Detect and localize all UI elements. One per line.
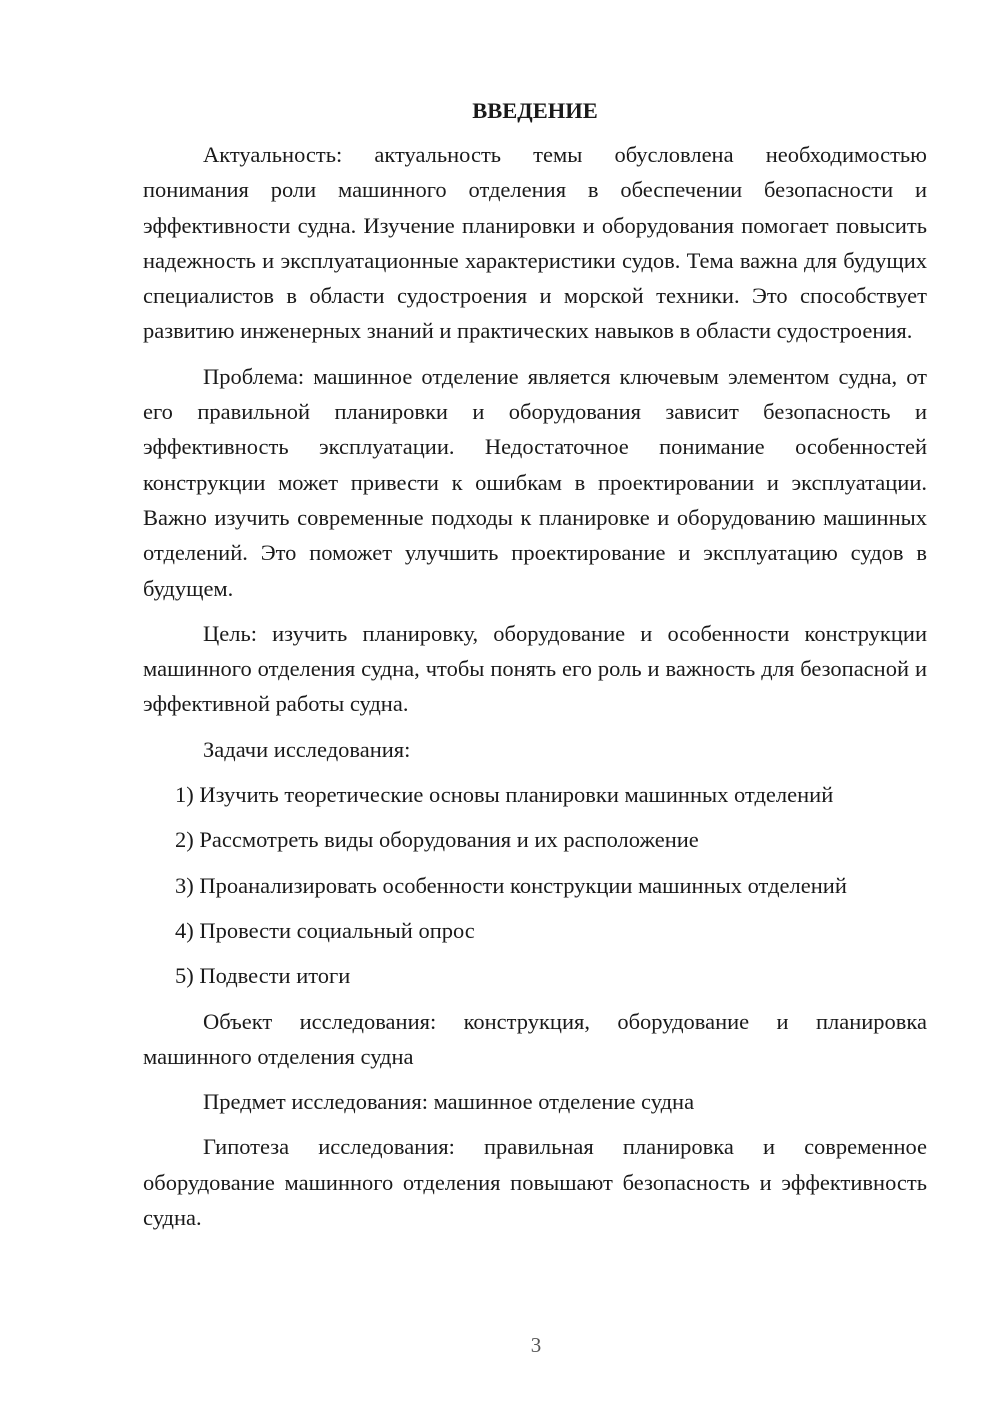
task-item: 5) Подвести итоги (175, 963, 351, 989)
tasks-list (143, 777, 927, 993)
page-number: 3 (530, 1333, 542, 1357)
task-item: 3) Проанализировать особенности конструкции машинных отделений (175, 872, 847, 898)
page-heading: ВВЕДЕНИЕ (472, 98, 598, 123)
subject-paragraph: Предмет исследования: машинное отделение судна (203, 1089, 695, 1115)
page-content (143, 96, 927, 1235)
task-item: 4) Провести социальный опрос (175, 917, 475, 943)
tasks-intro: Задачи исследования: (203, 736, 411, 762)
task-item: 1) Изучить теоретические основы планировки машинных отделений (175, 782, 834, 808)
task-item: 2) Рассмотреть виды оборудования и их расположение (175, 827, 699, 853)
problem-paragraph: Проблема: машинное отделение является ключевым элементом судна, от его правильной планировки и оборудования зависит безопасность и эффективность эксплуатации. Недостаточное понимание особенностей конструкции может привести к ошибкам в проектировании и эксплуатации. Важно изучить современные подходы к планировке и оборудованию машинных отделений. Это поможет улучшить проектирование и эксплуатацию судов в будущем. (143, 363, 927, 601)
object-paragraph: Объект исследования: конструкция, оборудование и планировка машинного отделения судна (143, 1008, 927, 1069)
goal-paragraph: Цель: изучить планировку, оборудование и особенности конструкции машинного отделения судна, чтобы понять его роль и важность для безопасной и эффективной работы судна. (143, 620, 927, 717)
relevance-paragraph: Актуальность: актуальность темы обусловлена необходимостью понимания роли машинного отделения в обеспечении безопасности и эффективности судна. Изучение планировки и оборудования помогает повысить надежность и эксплуатационные характеристики судов. Тема важна для будущих специалистов в области судостроения и морской техники. Это способствует развитию инженерных знаний и практических навыков в области судостроения. (143, 142, 927, 344)
hypothesis-paragraph: Гипотеза исследования: правильная планировка и современное оборудование машинного отделения повышают безопасность и эффективность судна. (143, 1134, 927, 1231)
